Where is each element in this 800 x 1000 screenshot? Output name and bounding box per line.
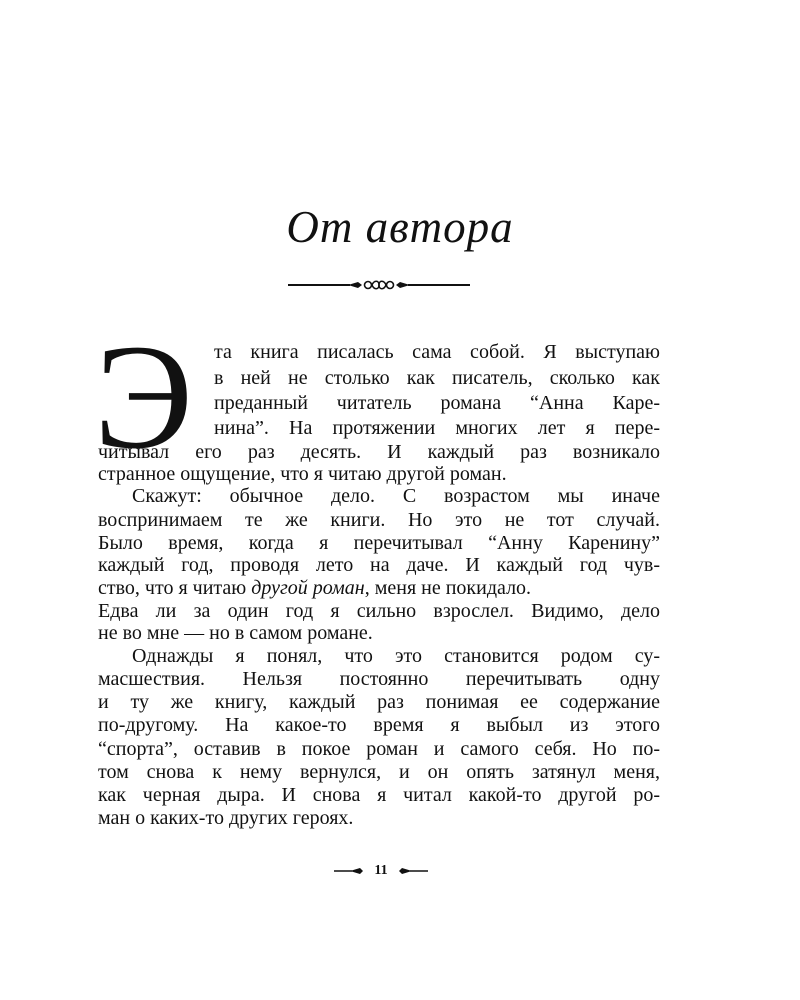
text-segment: , меня не покидало. bbox=[364, 577, 532, 599]
page-number: 11 bbox=[374, 863, 388, 878]
text-line: воспринимаем те же книги. Но это не тот случай. bbox=[98, 509, 660, 531]
emphasis-text: другой роман bbox=[251, 577, 365, 599]
chapter-title: От автора bbox=[286, 202, 514, 252]
text-line: та книга писалась сама собой. Я выступаю bbox=[214, 341, 660, 363]
text-line: и ту же книгу, каждый раз понимая ее содержание bbox=[98, 691, 660, 713]
text-line: Едва ли за один год я сильно взрослел. Видимо, дело bbox=[98, 600, 660, 622]
text-line: масшествия. Нельзя постоянно перечитывать одну bbox=[98, 668, 660, 690]
text-line: Было время, когда я перечитывал “Анну Каренину” bbox=[98, 532, 660, 554]
text-line: преданный читатель романа “Анна Карe- bbox=[214, 392, 660, 414]
text-line: нина”. На протяжении многих лет я пере- bbox=[214, 417, 660, 439]
text-line: как черная дыра. И снова я читал какой-то другой ро- bbox=[98, 784, 660, 806]
text-line: читывал его раз десять. И каждый раз возникало bbox=[98, 441, 660, 463]
text-line: каждый год, проводя лето на даче. И каждый год чув- bbox=[98, 554, 660, 576]
text-line: ман о каких-то других героях. bbox=[98, 807, 354, 829]
drop-cap: Э bbox=[94, 314, 194, 480]
text-line-with-emphasis bbox=[98, 576, 660, 600]
text-line: том снова к нему вернулся, и он опять затянул меня, bbox=[98, 761, 660, 783]
text-segment: ство, что я читаю bbox=[98, 577, 252, 599]
page-footer bbox=[334, 861, 428, 881]
text-line: не во мне — но в самом романе. bbox=[98, 622, 373, 644]
text-line: “спорта”, оставив в покое роман и самого себя. Но по- bbox=[98, 738, 660, 760]
text-line: по-другому. На какое-то время я выбыл из этого bbox=[98, 714, 660, 736]
folio-ornament-right-icon bbox=[396, 866, 428, 876]
text-line: странное ощущение, что я читаю другой роман. bbox=[98, 463, 507, 485]
text-line: в ней не столько как писатель, сколько как bbox=[214, 367, 660, 389]
text-line: Скажут: обычное дело. С возрастом мы иначе bbox=[132, 485, 660, 507]
text-line: Однажды я понял, что это становится родом су- bbox=[132, 645, 660, 667]
title-ornament-icon bbox=[288, 277, 470, 293]
